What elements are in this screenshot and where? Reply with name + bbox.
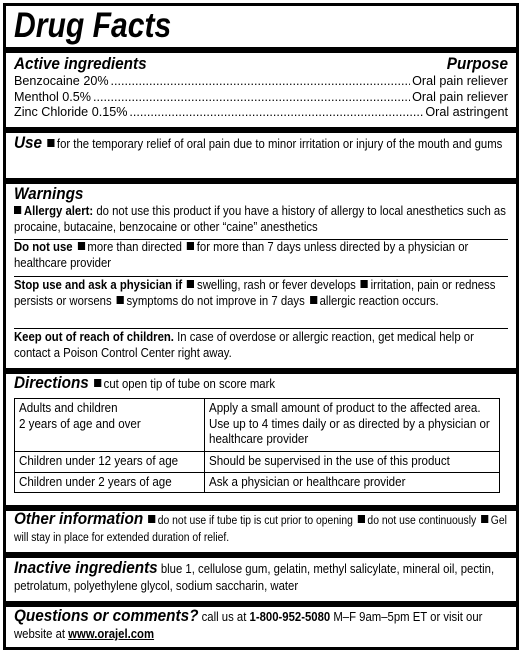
bullet-square-icon [187,280,194,288]
directions-who-cell: Adults and children 2 years of age and over [15,399,205,452]
drug-facts-panel [3,3,519,650]
keep-out-label: Keep out of reach of children. [14,330,174,344]
directions-heading: Directions [14,373,89,392]
directions-who-cell: Children under 12 years of age [15,452,205,473]
questions-heading: Questions or comments? [14,606,199,625]
directions-intro: cut open tip of tube on score mark [103,377,276,391]
directions-table [14,398,500,493]
ingredient-row [14,74,508,90]
keep-out-text: In case of overdose or allergic reaction, get medical help or contact a Poison Control Center right away. [14,330,474,360]
allergy-label: Allergy alert: [23,204,94,218]
other-information-item: do not use continuously [367,515,477,527]
bullet-square-icon [117,296,124,304]
directions-what-cell: Apply a small amount of product to the affected area. Use up to 4 times daily or as directed by a physician or healthcare provider [205,399,500,452]
do-not-use-section [14,240,508,271]
table-row [15,452,500,473]
thick-divider [6,127,516,133]
ingredient-name: Benzocaine 20% [14,74,109,88]
inactive-ingredients-text: blue 1, cellulose gum, gelatin, methyl salicylate, mineral oil, pectin, petrolatum, polyethylene glycol, sodium saccharin, water [14,562,495,593]
ingredient-row [14,105,508,121]
keep-out-section [14,330,508,361]
directions-who-cell: Children under 2 years of age [15,472,205,493]
use-text: for the temporary relief of oral pain due to minor irritation or injury of the mouth and gums [56,137,503,151]
other-information-item: do not use if tube tip is cut prior to opening [157,515,353,527]
page-title: Drug Facts [14,6,172,45]
phone-number[interactable]: 1-800-952-5080 [249,610,331,624]
call-prefix: call us at [201,610,247,624]
ingredient-purpose: Oral pain reliever [412,89,508,104]
inactive-ingredients-section [14,559,508,595]
bullet-square-icon [148,515,155,523]
ingredient-name: Zinc Chloride 0.15% [14,105,128,119]
questions-section [14,607,508,643]
bullet-square-icon [94,379,101,387]
active-ingredients-section [14,54,508,121]
bullet-square-icon [187,242,194,250]
do-not-use-label: Do not use [14,240,73,254]
directions-what-cell: Should be supervised in the use of this product [205,452,500,473]
bullet-square-icon [78,242,85,250]
ingredient-purpose: Oral pain reliever [412,74,508,88]
title-section [14,6,508,46]
use-section [14,135,508,153]
bullet-square-icon [310,296,317,304]
dot-leader [129,105,423,121]
stop-use-item: symptoms do not improve in 7 days [126,293,305,308]
dot-leader [111,74,411,90]
stop-use-label: Stop use and ask a physician if [14,278,183,292]
ingredient-row [14,90,508,106]
thin-divider [14,276,508,277]
stop-use-item: allergic reaction occurs. [319,293,439,308]
do-not-use-item: more than directed [87,240,182,254]
ingredient-name: Menthol 0.5% [14,89,92,104]
ingredient-purpose: Oral astringent [425,105,508,119]
visit-text: visit our website at [14,610,483,641]
thick-divider [6,47,516,53]
bullet-square-icon [361,280,368,288]
inactive-ingredients-heading: Inactive ingredients [14,558,158,577]
website-link[interactable]: www.orajel.com [68,627,155,641]
table-row [15,472,500,493]
active-ingredients-heading: Active ingredients [14,54,147,73]
active-ingredients-list [14,74,508,121]
table-row [15,399,500,452]
hours-text: M–F 9am–5pm ET or [333,610,441,624]
bullet-square-icon [14,206,21,214]
purpose-heading: Purpose [446,54,508,73]
thin-divider [14,328,508,329]
stop-use-item: irritation, pain or redness persists or worsens [14,278,496,308]
warnings-heading: Warnings [14,184,84,203]
bullet-square-icon [481,515,488,523]
other-information-section [14,510,508,547]
allergy-text: do not use this product if you have a history of allergy to local anesthetics such as procaine, butacaine, benzocaine or other “caine” anesthetics [14,204,506,234]
allergy-alert [14,204,507,235]
directions-section [14,373,508,394]
warnings-section [14,184,508,235]
other-information-heading: Other information [14,509,144,528]
stop-use-item: swelling, rash or fever develops [197,278,356,292]
do-not-use-item: for more than 7 days unless directed by a physician or healthcare provider [14,240,469,270]
use-heading: Use [14,133,43,152]
other-information-item: Gel will stay in place for extended duration of relief. [14,515,507,544]
dot-leader [93,90,410,106]
directions-what-cell: Ask a physician or healthcare provider [205,472,500,493]
bullet-square-icon [47,139,54,147]
stop-use-section [14,278,508,309]
bullet-square-icon [358,515,365,523]
